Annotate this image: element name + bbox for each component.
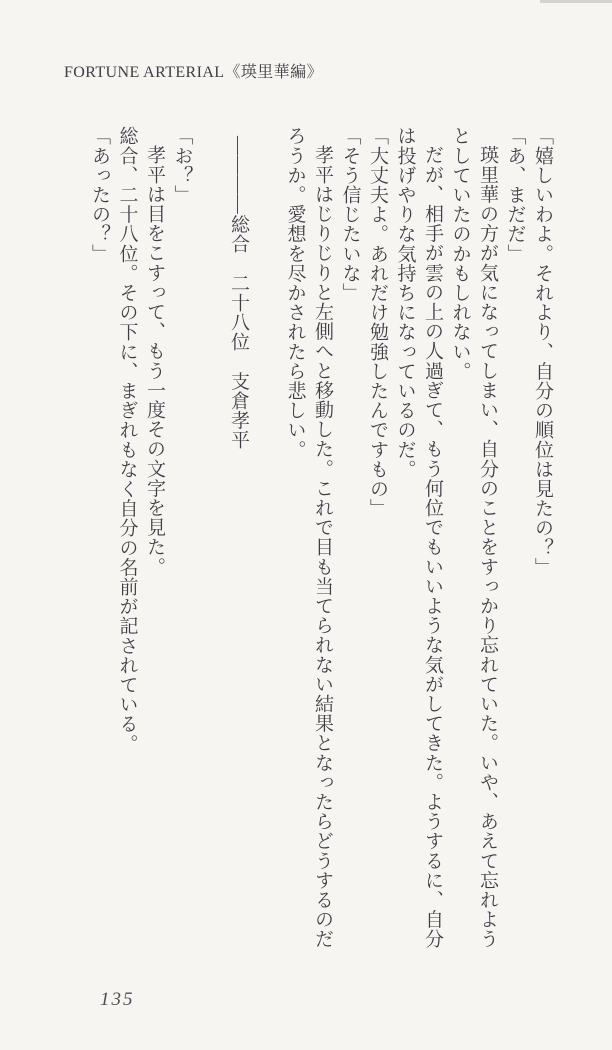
scan-artifact [540,0,612,3]
dialogue-line: 「大丈夫よ。あれだけ勉強したんですもの」 [367,126,388,518]
dialogue-line: 「そう信じたいな」 [339,126,361,303]
dialogue-line: 「あったの？」 [89,126,110,264]
narrative-line: 孝平は目をこすって、もう一度その文字を見た。 [144,145,165,577]
dialogue-line: 「お？」 [171,126,193,205]
narrative-line: 孝平はじりじりと左側へと移動した。これで目も当てられない結果となったらどうするのだろうか。愛想を尽かされたら悲しい。 [284,126,333,949]
narrative-line: だが、相手が雲の上の人過ぎて、もう何位でもいいような気がしてきた。ようするに、自分は投げやりな気持ちになっているのだ。 [394,126,443,949]
narrative-line: 総合、二十八位。その下に、まぎれもなく自分の名前が記されている。 [116,126,138,754]
running-header: FORTUNE ARTERIAL《瑛里華編》 [64,64,323,81]
ranking-line: ――――総合 二十八位 支倉孝平 [228,135,249,450]
narrative-line: 瑛里華の方が気になってしまい、自分のことをすっかり忘れていた。いや、あえて忘れようとしていたのかもしれない。 [449,126,498,949]
dialogue-line: 「嬉しいわよ。それより、自分の順位は見たの？」 [532,126,553,577]
page-number: 135 [100,989,135,1010]
text-area [86,126,557,952]
dialogue-line: 「あ、まだだ」 [504,126,526,264]
